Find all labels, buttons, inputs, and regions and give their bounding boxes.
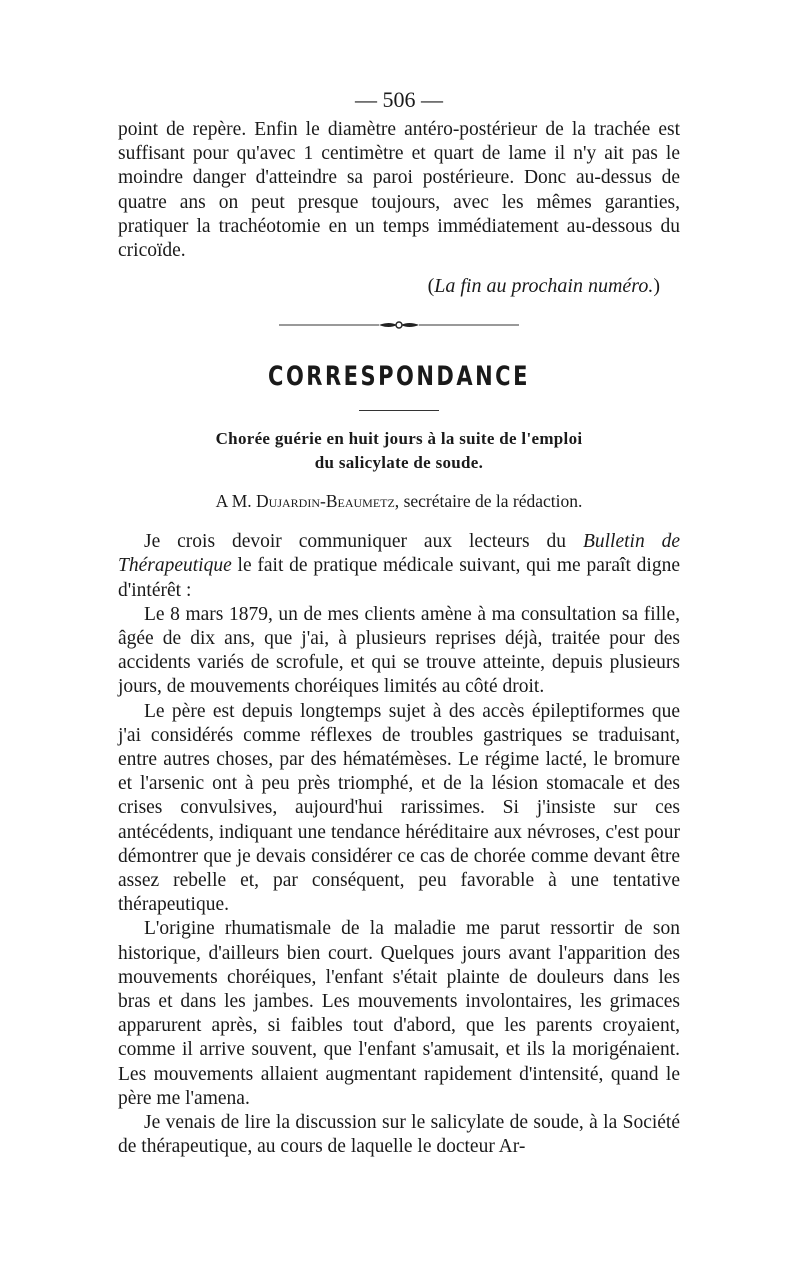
ornamental-divider (279, 318, 519, 332)
article-title-line-2: du salicylate de soude. (314, 453, 484, 473)
address-prefix: A M. (215, 491, 252, 512)
to-be-continued-text: La fin au prochain numéro. (434, 275, 654, 298)
page-number: — 506 — (355, 87, 443, 112)
body-paragraph-2: Le 8 mars 1879, un de mes clients amène à ma consultation sa fille, âgée de dix ans, que j'ai, à plusieurs reprises déjà, traitée pour des accidents variés de scrofule, et qui se trouve atteinte, depuis plusieurs jours, de mouvements choréiques limités au côté droit. (118, 603, 680, 698)
body-paragraph-1 (118, 530, 680, 603)
address-suffix: secrétaire de la rédaction. (403, 491, 583, 512)
journal-name: Bulletin de Thérapeutique (118, 531, 681, 577)
article-title (118, 427, 680, 475)
address-name: Dujardin-Beaumetz, (256, 491, 400, 512)
short-divider (359, 410, 439, 411)
section-heading: CORRESPONDANCE (268, 361, 530, 392)
page-content (118, 86, 680, 1160)
letter-body (118, 530, 680, 1159)
continuation-paragraph: point de repère. Enfin le diamètre antéro-postérieur de la trachée est suffisant pour qu'avec 1 centimètre et quart de lame il n'y ait pas le moindre danger d'atteindre sa paroi postérieure. Donc au-dessus de quatre ans on peut presque toujours, avec les mêmes garanties, pratiquer la trachéotomie en un temps immédiatement au-dessous du cricoïde. (118, 119, 680, 262)
p1-start: Je crois devoir communiquer aux lecteurs du (144, 531, 567, 553)
p1-end: le fait de pratique médicale suivant, qui me paraît digne d'intérêt : (118, 555, 680, 601)
letter-address (118, 491, 680, 512)
body-paragraph-5: Je venais de lire la discussion sur le salicylate de soude, à la Société de thérapeutique, au cours de laquelle le docteur Ar- (118, 1112, 680, 1158)
body-paragraph-4: L'origine rhumatismale de la maladie me parut ressortir de son historique, d'ailleurs bien court. Quelques jours avant l'apparition des mouvements choréiques, l'enfant s'était plainte de douleurs dans les bras et dans les jambes. Les mouvements involontaires, les grimaces apparurent après, si faibles tout d'abord, que les parents croyaient, comme il arrive souvent, que l'enfant s'amusait, et ils la morigénaient. Les mouvements allaient augmentant rapidement d'intensité, quand le père me l'amena. (118, 918, 680, 1109)
body-paragraph-3: Le père est depuis longtemps sujet à des accès épileptiformes que j'ai considérés comme réflexes de troubles gastriques se traduisant, entre autres choses, par des hématémèses. Le régime lacté, le bromure et l'arsenic ont à peu près triomphé, et de la lésion stomacale et des crises convulsives, aujourd'hui rarissimes. Si j'insiste sur ces antécédents, indiquant une tendance héréditaire aux névroses, c'est pour démontrer que je devais considérer ce cas de chorée comme devant être assez rebelle et, par conséquent, peu favorable à une tentative thérapeutique. (118, 700, 680, 916)
to-be-continued-note: (La fin au prochain numéro.) (427, 275, 660, 298)
article-title-line-1: Chorée guérie en huit jours à la suite de l'emploi (215, 429, 583, 449)
